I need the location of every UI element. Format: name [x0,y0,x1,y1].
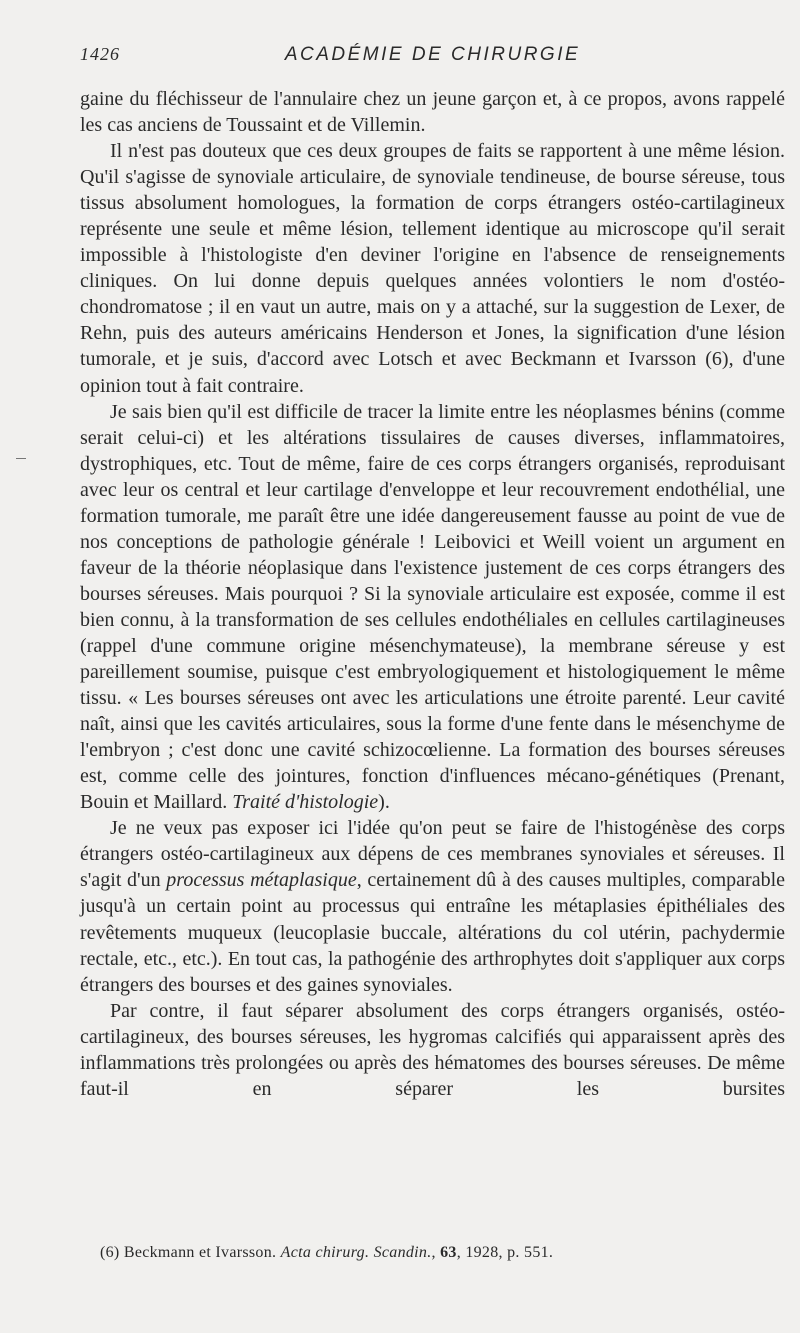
text-run: ). [378,791,390,814]
text-run: , [431,1244,441,1261]
text-run: Il n'est pas douteux que ces deux groupes de faits se rapportent à une même lésion. Qu'il s'agisse de synoviale articulaire, de synoviale tendineuse, de bourse séreuse, tous tissus absolument homologues, la formation de corps étrangers ostéo-cartilagineux représente une seule et même lésion, tellement identique au microscope qu'il serait impossible à l'histologiste d'en deviner l'origine en l'absence de renseignements cliniques. On lui donne depuis quelques années volontiers le nom d'ostéo-chondromatose ; il en vaut un autre, mais on y a attaché, sur la suggestion de Lexer, de Rehn, puis des auteurs américains Henderson et Jones, la signification d'une lésion tumorale, et je suis, d'accord avec Lotsch et avec Beckmann et Ivarsson (6), d'une opinion tout à fait contraire. [80,140,785,397]
text-run: Je sais bien qu'il est difficile de tracer la limite entre les néoplasmes bénins (comme serait celui-ci) et les altérations tissulaires de causes diverses, inflammatoires, dystrophiques, etc. Tout de même, faire de ces corps étrangers organisés, reproduisant avec leur os central et leur cartilage d'enveloppe et leur recouvrement endothélial, une formation tumorale, me paraît être une idée dangereusement fausse au point de vue de nos conceptions de pathologie générale ! Leibovici et Weill voient un argument en faveur de la théorie néoplasique dans l'existence justement de ces corps étrangers des bourses séreuses. Mais pourquoi ? Si la synoviale articulaire est exposée, comme il est bien connu, à la transformation de ses cellules endothéliales en cellules cartilagineuses (rappel d'une commune origine mésenchymateuse), la membrane séreuse y est pareillement soumise, puisque c'est embryologiquement et histologiquement le même tissu. « Les bourses séreuses ont avec les articulations une étroite parenté. Leur cavité naît, ainsi que les cavités articulaires, sous la forme d'une fente dans le mésenchyme de l'embryon ; c'est donc une cavité schizocœlienne. La formation des bourses séreuses est, comme celle des jointures, fonction d'influences mécano-génétiques (Prenant, Bouin et Maillard. [80,400,785,814]
text-run: , 1928, p. 551. [456,1244,554,1261]
page-header [80,44,785,74]
running-title: ACADÉMIE DE CHIRURGIE [284,44,581,65]
italic-text: Acta chirurg. Scandin. [280,1244,432,1261]
italic-text: Traité d'histologie [232,791,379,814]
paragraph [80,815,785,997]
paragraph [80,998,785,1102]
paragraph [80,138,785,398]
margin-mark [16,458,26,459]
body-text [80,86,785,1102]
text-run: Par contre, il faut séparer absolument des corps étrangers organisés, ostéo-cartilagineux, des bourses séreuses, les hygromas calcifiés qui apparaissent après des inflammations très prolongées ou après des hématomes des bourses séreuses. De même faut-il en séparer les bursites [80,999,785,1100]
text-run: Je ne veux pas exposer ici l'idée qu'on peut se faire de l'histogénèse des corps étrangers ostéo-cartilagineux aux dépens de ces membranes synoviales et séreuses. Il s'agit d'un [80,817,785,892]
text-run: , certainement dû à des causes multiples, comparable jusqu'à un certain point au processus qui entraîne les métaplasies épithéliales des revêtements muqueux (leucoplasie buccale, altérations du col utérin, pachydermie rectale, etc., etc.). En tout cas, la pathogénie des arthrophytes doit s'appliquer aux corps étrangers des bourses et des gaines synoviales. [80,869,786,996]
bold-text: 63 [440,1244,457,1261]
italic-text: processus métaplasique [166,869,357,892]
text-run: gaine du fléchisseur de l'annulaire chez un jeune garçon et, à ce propos, avons rappelé les cas anciens de Toussaint et de Villemin. [80,88,785,137]
paragraph [80,399,785,816]
text-run: (6) Beckmann et Ivarsson. [100,1244,281,1261]
footnote [100,1242,790,1264]
paragraph-continued [80,86,785,138]
page-number: 1426 [80,44,120,64]
